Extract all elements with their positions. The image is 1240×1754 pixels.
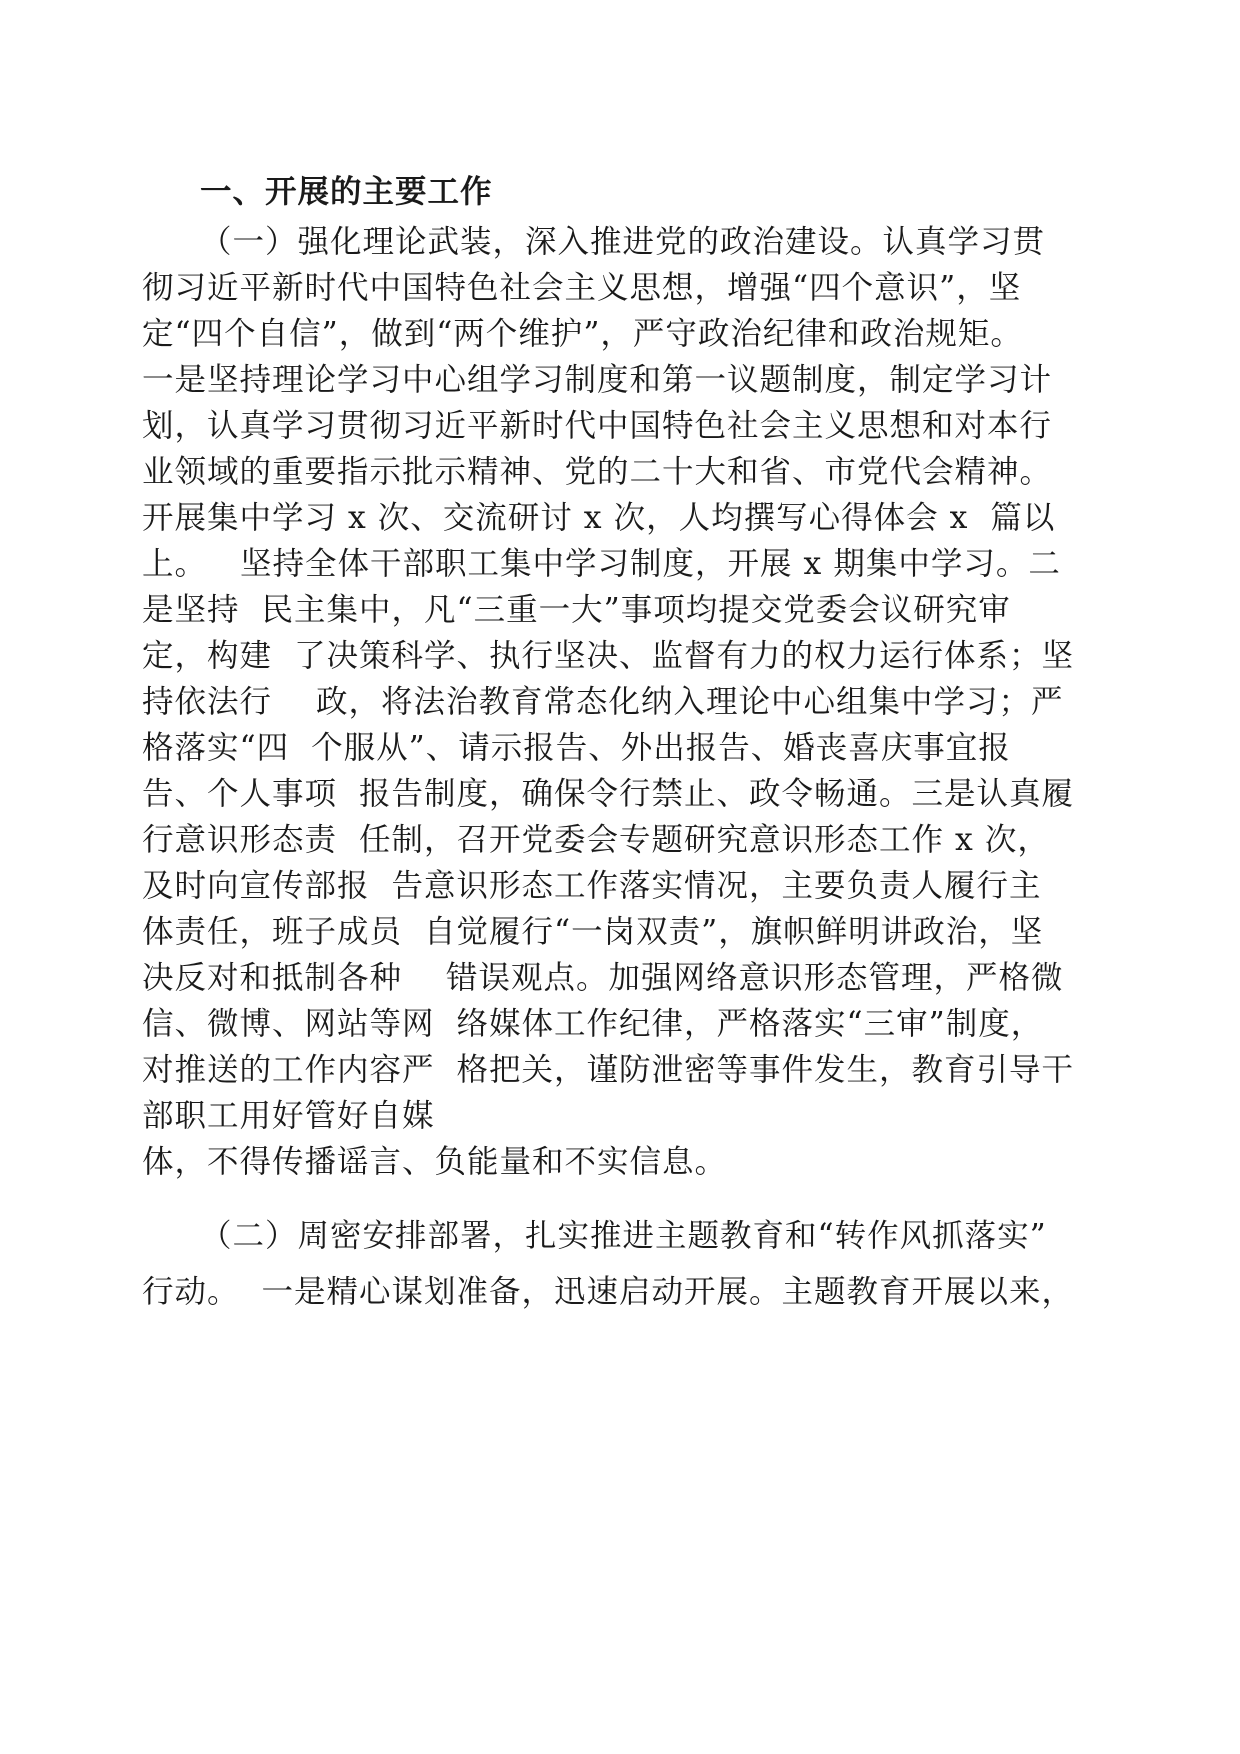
paragraph-line: 一是坚持理论学习中心组学习制度和第一议题制度，制定学习计 [142,362,1053,398]
section-heading: 一、开展的主要工作 [200,174,493,210]
paragraph-line: 划，认真学习贯彻习近平新时代中国特色社会主义思想和对本行 [142,408,1053,444]
paragraph-line: 行意识形态责 任制，召开党委会专题研究意识形态工作 x 次， [142,822,1050,858]
paragraph-line: 定，构建 了决策科学、执行坚决、监督有力的权力运行体系；坚 [142,638,1075,674]
paragraph-line: 格落实“四 个服从”、请示报告、外出报告、婚丧喜庆事宜报 [142,730,1011,766]
paragraph-line: 决反对和抵制各种 错误观点。加强网络意识形态管理，严格微 [142,960,1064,996]
paragraph-line: 彻习近平新时代中国特色社会主义思想，增强“四个意识”，坚 [142,270,1022,306]
paragraph-line: （二）周密安排部署，扎实推进主题教育和“转作风抓落实” [200,1218,1047,1254]
paragraph-line: 及时向宣传部报 告意识形态工作落实情况，主要负责人履行主 [142,868,1042,904]
paragraph-line: 告、个人事项 报告制度，确保令行禁止、政令畅通。三是认真履 [142,776,1075,812]
paragraph-line: 是坚持 民主集中，凡“三重一大”事项均提交党委会议研究审 [142,592,1011,628]
paragraph-line: （一）强化理论武装，深入推进党的政治建设。认真学习贯 [200,224,1046,260]
paragraph-line: 开展集中学习 x 次、交流研讨 x 次，人均撰写心得体会 x 篇以 [142,500,1056,536]
paragraph-line: 对推送的工作内容严 格把关，谨防泄密等事件发生，教育引导干 [142,1052,1075,1088]
paragraph-line: 体责任，班子成员 自觉履行“一岗双责”，旗帜鲜明讲政治，坚 [142,914,1044,950]
paragraph-line: 行动。 一是精心谋划准备，迅速启动开展。主题教育开展以来， [142,1274,1075,1310]
paragraph-line: 上。 坚持全体干部职工集中学习制度，开展 x 期集中学习。二 [142,546,1061,582]
paragraph-line: 定“四个自信”，做到“两个维护”，严守政治纪律和政治规矩。 [142,316,1023,352]
paragraph-line: 信、微博、网站等网 络媒体工作纪律，严格落实“三审”制度， [142,1006,1044,1042]
paragraph-line: 持依法行 政，将法治教育常态化纳入理论中心组集中学习；严 [142,684,1064,720]
paragraph-line: 业领域的重要指示批示精神、党的二十大和省、市党代会精神。 [142,454,1053,490]
paragraph-line: 体，不得传播谣言、负能量和不实信息。 [142,1144,728,1180]
paragraph-line: 部职工用好管好自媒 [142,1098,435,1134]
